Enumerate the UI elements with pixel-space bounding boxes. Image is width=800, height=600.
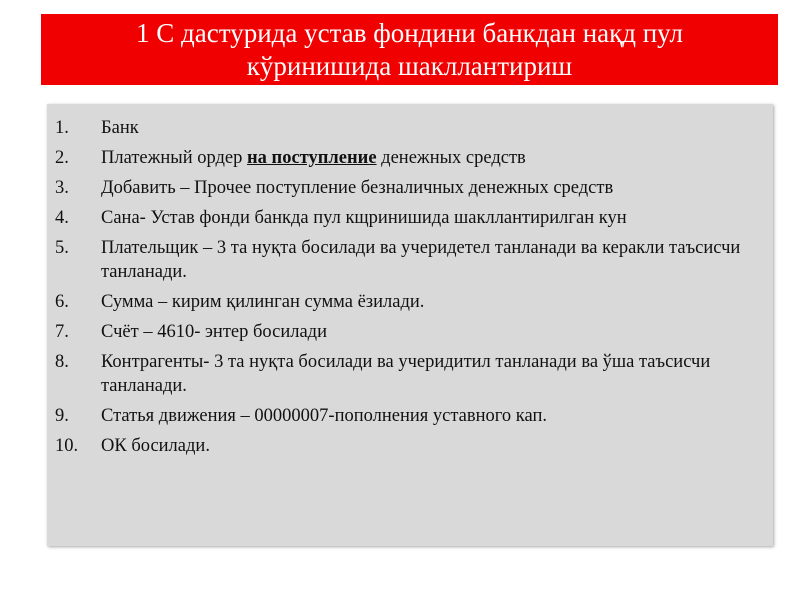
list-item-text-suffix: денежных средств [376,148,526,168]
list-item-text-prefix: Платежный ордер [101,148,248,168]
list-item-text: Счёт – 4610- энтер босилади [101,322,327,342]
list-item-number: 9. [55,406,69,426]
list-item-number: 3. [55,178,69,198]
list-item-text: Статья движения – 00000007-пополнения уставного кап. [101,406,547,426]
list-item [47,350,773,398]
list-item-text: Контрагенты- 3 та нуқта босилади ва учеридитил танланади ва ўша таъсисчи танланади. [101,352,711,396]
list-item-number: 7. [55,322,69,342]
list-item-text: ОК босилади. [101,436,210,456]
list-item-text: Сана- Устав фонди банкда пул кщринишида шакллантирилган кун [101,208,627,228]
list-item-number: 8. [55,352,69,372]
list-item-emphasis: на поступление [247,148,377,168]
list-item-number: 5. [55,238,69,258]
slide-title-line-1: 1 С дастурида устав фондини банкдан нақд пул [136,17,683,48]
list-item-text: Сумма – кирим қилинган сумма ёзилади. [101,292,425,312]
list-item-text: Добавить – Прочее поступление безналичных денежных средств [101,178,614,198]
content-panel [47,104,773,546]
list-item [47,206,773,230]
list-item [47,434,773,458]
list-item-number: 10. [55,436,79,456]
list-item [47,116,773,140]
list-item [47,146,773,170]
list-item [47,236,773,284]
slide-title [41,14,778,85]
list-item-number: 1. [55,118,69,138]
list-item-number: 4. [55,208,69,228]
list-item-text: Банк [101,118,139,138]
list-item [47,404,773,428]
list-item-number: 2. [55,148,69,168]
list-item [47,320,773,344]
list-item [47,290,773,314]
list-item [47,176,773,200]
list-item-number: 6. [55,292,69,312]
list-item-text: Плательщик – 3 та нуқта босилади ва учеридетел танланади ва керакли таъсисчи танланади. [101,238,741,282]
slide-title-line-2: кўринишида шакллантириш [246,50,573,81]
steps-list [47,116,773,464]
